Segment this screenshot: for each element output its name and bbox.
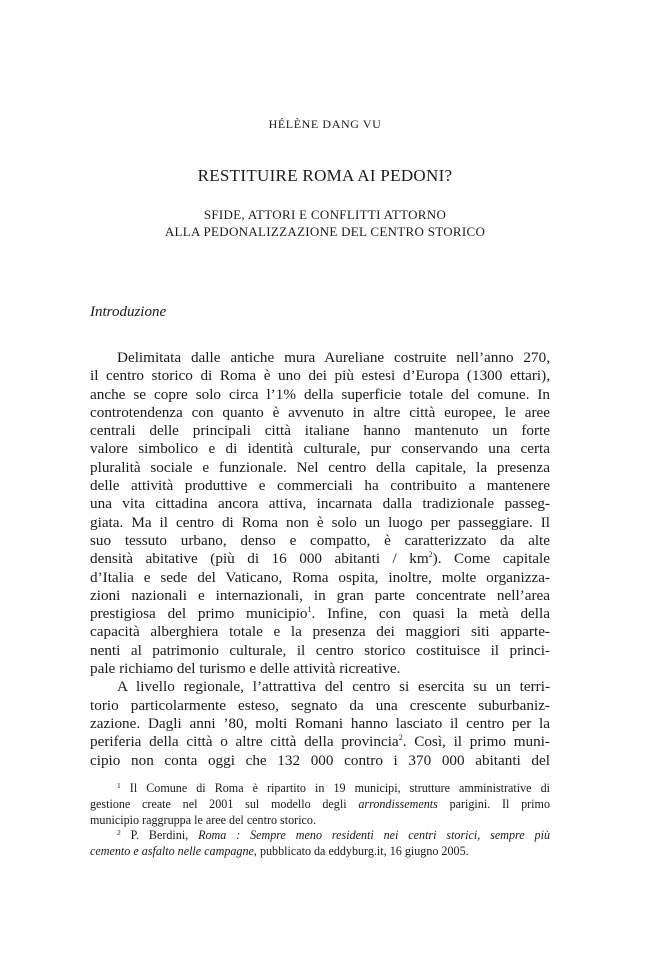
footnote-2-line	[90, 844, 550, 860]
body-line: capacità alberghiera totale e la presenza dei maggiori siti apparte-	[90, 623, 550, 641]
footnote-emphasis: Roma : Sempre meno residenti nei centri storici, sempre più	[198, 828, 550, 843]
body-line: il centro storico di Roma è uno dei più estesi d’Europa (1300 ettari),	[90, 367, 550, 385]
footnote-1-line	[90, 781, 550, 797]
body-line-composite	[90, 733, 550, 751]
footnote-text: P. Berdini,	[130, 828, 199, 843]
body-line: A livello regionale, l’attrattiva del centro si esercita su un terri-	[117, 678, 550, 696]
subtitle-line-2: ALLA PEDONALIZZAZIONE DEL CENTRO STORICO	[164, 224, 486, 239]
body-line-text: periferia della città o altre città della provincia	[90, 733, 399, 751]
footnote-1-line: municipio raggruppa le aree del centro storico.	[90, 812, 316, 827]
body-line: Delimitata dalle antiche mura Aureliane costruite nell’anno 270,	[117, 349, 550, 366]
body-line-text: densità abitative (più di 16 000 abitanti / km	[90, 550, 429, 568]
body-line: giata. Ma il centro di Roma non è solo un luogo per passeggiare. Il	[90, 513, 550, 531]
body-line-text: ). Come capitale	[432, 550, 550, 568]
body-line: una vita cittadina ancora attiva, incarnata dalla tradizionale passeg-	[90, 495, 550, 513]
footnote-text: Il Comune di Roma è ripartito in 19 municipi, strutture amministrative di	[129, 781, 550, 795]
footnote-2-mark: 2	[117, 828, 121, 838]
author-name: HÉLÈNE DANG VU	[268, 117, 382, 131]
body-line-text: . Così, il primo muni-	[402, 733, 550, 751]
footnote-ref-2: 2	[398, 733, 403, 743]
body-line: zioni nazionali e internazionali, in gran parte concentrate nell’area	[90, 586, 550, 604]
body-line: cipio non conta oggi che 132 000 contro i 370 000 abitanti del	[90, 751, 550, 769]
body-line: zazione. Dagli anni ’80, molti Romani hanno lasciato il centro per la	[90, 714, 550, 732]
body-line: controtendenza con quanto è avvenuto in altre città europee, le aree	[90, 403, 550, 421]
body-line: pluralità sociale e funzionale. Nel centro della capitale, la presenza	[90, 458, 550, 476]
article-subtitle	[0, 206, 650, 240]
body-line: nenti al patrimonio culturale, il centro storico costituisce il princi-	[90, 641, 550, 659]
body-line: pale richiamo del turismo e delle attività ricreative.	[90, 660, 401, 678]
body-line: anche se copre solo circa l’1% della superficie totale del comune. In	[90, 385, 550, 403]
body-line: centrali delle principali città italiane hanno mantenuto un forte	[90, 422, 550, 440]
footnote-text: , pubblicato da eddyburg.it, 16 giugno 2005.	[253, 844, 469, 859]
footnote-1-mark: 1	[117, 781, 121, 790]
footnote-2-line	[90, 828, 550, 844]
body-line: suo tessuto urbano, denso e compatto, è caratterizzato da alte	[90, 531, 550, 549]
section-heading: Introduzione	[90, 304, 167, 320]
body-line: d’Italia e sede del Vaticano, Roma ospita, inoltre, molte organizza-	[90, 568, 550, 586]
footnotes	[90, 781, 550, 860]
body-line-composite	[90, 605, 550, 623]
footnote-text: parigini. Il primo	[437, 796, 550, 811]
footnote-ref-1: 1	[307, 605, 312, 615]
footnote-text: gestione create nel 2001 sul modello degli	[90, 796, 359, 811]
body-line-text: prestigiosa del primo municipio	[90, 605, 308, 623]
footnote-emphasis: arrondissements	[358, 796, 438, 811]
article-title: RESTITUIRE ROMA AI PEDONI?	[197, 166, 453, 185]
body-line: valore simbolico e di identità culturale, pur conservando una certa	[90, 440, 550, 458]
superscript: 2	[428, 550, 433, 560]
body-line: torio particolarmente esteso, segnato da una crescente suburbaniz-	[90, 696, 550, 714]
footnote-1-line	[90, 797, 550, 813]
body-line-text: . Infine, con quasi la metà della	[311, 605, 550, 623]
body-line: delle attività produttive e commerciali ha contribuito a mantenere	[90, 477, 550, 495]
body-line-composite	[90, 550, 550, 568]
subtitle-line-1: SFIDE, ATTORI E CONFLITTI ATTORNO	[203, 207, 447, 222]
body-text	[90, 349, 550, 770]
footnote-emphasis: cemento e asfalto nelle campagne	[90, 844, 254, 859]
